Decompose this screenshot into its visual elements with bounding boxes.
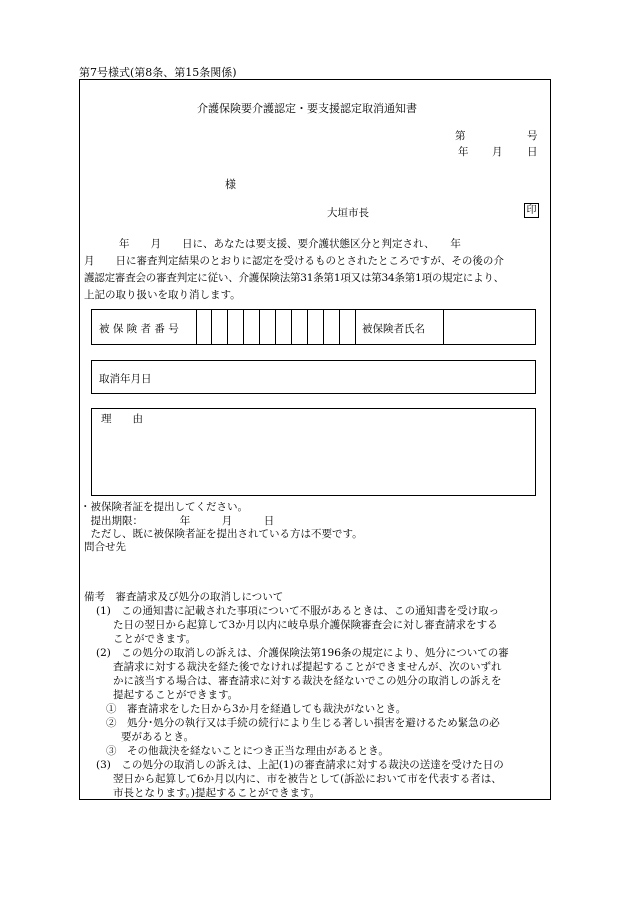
insured-number-cell[interactable] [323, 310, 324, 344]
remarks-sub-2-cont: 要があるとき。 [121, 731, 195, 743]
reason-box[interactable] [91, 408, 536, 496]
insured-number-label: 被 保 険 者 番 号 [99, 323, 179, 335]
seal-mark: 印 [524, 203, 539, 218]
remarks-heading: 備考 審査請求及び処分の取消しについて [84, 591, 284, 603]
body-line-3: 護認定審査会の審査判定に従い、介護保険法第31条第1項又は第34条第1項の規定により、 [84, 272, 504, 284]
submit-line-1: ・被保険者証を提出してください。 [80, 501, 248, 513]
insured-name-label: 被保険者氏名 [362, 323, 425, 335]
date-month: 月 [492, 146, 503, 158]
doc-number-prefix: 第 [455, 130, 466, 142]
insured-number-cell[interactable] [307, 310, 308, 344]
insured-number-cell[interactable] [259, 310, 260, 344]
remarks-item-1-line: た日の翌日から起算して3か月以内に岐阜県介護保険審査会に対し審査請求をする [113, 619, 498, 631]
remarks-item-3-line: (3) この処分の取消しの訴えは、上記(1)の審査請求に対する裁決の送達を受けた日の [96, 759, 504, 771]
reason-label: 理 由 [101, 413, 143, 425]
name-label-divider [443, 310, 444, 344]
date-day: 日 [527, 146, 538, 158]
issuer-name: 大垣市長 [327, 207, 369, 219]
submit-deadline: 提出期限： 年 月 日 [80, 515, 275, 527]
body-line-1: 年 月 日に、あなたは要支援、要介護状態区分と判定され、 年 [119, 238, 461, 250]
insured-number-cell[interactable] [291, 310, 292, 344]
addressee-suffix: 様 [225, 178, 236, 191]
remarks-item-2-line: (2) この処分の取消しの訴えは、介護保険法第196条の規定により、処分についての審 [96, 647, 509, 659]
remarks-sub-3: ③ その他裁決を経ないことにつき正当な理由があるとき。 [106, 745, 389, 757]
insured-number-cell[interactable] [211, 310, 212, 344]
insured-number-cell[interactable] [275, 310, 276, 344]
remarks-item-3-line: 翌日から起算して6か月以内に、市を被告として(訴訟において市を代表する者は、 [113, 773, 502, 785]
insured-info-box [91, 309, 536, 345]
contact-label: 問合せ先 [84, 541, 126, 553]
remarks-item-3-line: 市長となります。)提起することができます。 [113, 787, 321, 799]
insured-number-cell[interactable] [243, 310, 244, 344]
remarks-sub-2: ② 処分･処分の執行又は手続の続行により生じる著しい損害を避けるため緊急の必 [106, 717, 500, 729]
remarks-item-1-line: ことができます。 [113, 633, 197, 645]
insured-number-cell[interactable] [227, 310, 228, 344]
insured-number-cell[interactable] [355, 310, 356, 344]
form-number: 第7号様式(第8条、第15条関係) [79, 66, 237, 79]
document-title: 介護保険要介護認定・要支援認定取消通知書 [197, 102, 417, 115]
date-year: 年 [458, 146, 469, 158]
submit-note: ただし、既に被保険者証を提出されている方は不要です。 [80, 528, 363, 540]
remarks-item-2-line: 提起することができます。 [113, 689, 239, 701]
body-line-4: 上記の取り扱いを取り消します。 [84, 289, 241, 301]
cancel-date-box[interactable] [91, 360, 536, 394]
insured-number-cell[interactable] [196, 310, 197, 344]
remarks-item-2-line: かに該当する場合は、審査請求に対する裁決を経ないでこの処分の取消しの訴えを [113, 675, 502, 687]
cancel-date-label: 取消年月日 [99, 373, 152, 385]
remarks-item-1-line: (1) この通知書に記載された事項について不服があるときは、この通知書を受け取っ [96, 605, 500, 617]
remarks-sub-1: ① 審査請求をした日から3か月を経過しても裁決がないとき。 [106, 703, 407, 715]
remarks-item-2-line: 査請求に対する裁決を経た後でなければ提起することができませんが、次のいずれ [113, 661, 502, 673]
body-line-2: 月 日に審査判定結果のとおりに認定を受けるものとされたところですが、その後の介 [84, 255, 504, 267]
doc-number-suffix: 号 [527, 130, 538, 142]
insured-number-cell[interactable] [339, 310, 340, 344]
